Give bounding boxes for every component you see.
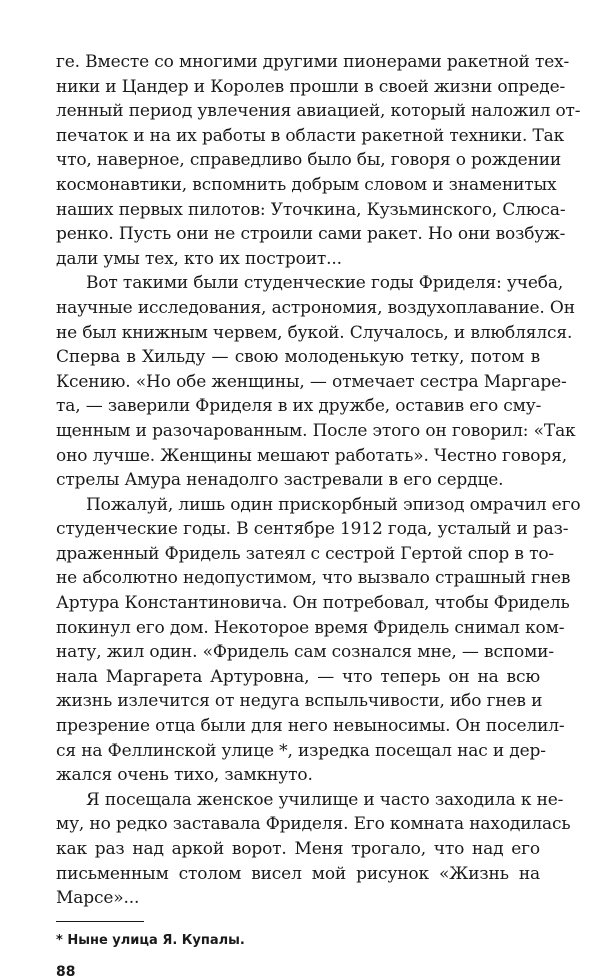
text-line: жался очень тихо, замкнуто.	[56, 765, 313, 786]
paragraph-2	[56, 271, 576, 492]
text-line: та, — заверили Фриделя в их дружбе, оставив его сму-	[56, 396, 542, 417]
text-line: научные исследования, астрономия, воздухоплавание. Он	[56, 297, 575, 318]
text-line: Пожалуй, лишь один прискорбный эпизод омрачил его	[86, 494, 581, 515]
text-line: ся на Феллинской улице *, изредка посещал нас и дер-	[56, 740, 546, 761]
page-number: 88	[56, 963, 76, 980]
text-line: щенным и разочарованным. После этого он говорил: «Так	[56, 420, 576, 441]
text-line: Вот такими были студенческие годы Фриделя: учеба,	[86, 273, 564, 294]
text-line: наших первых пилотов: Уточкина, Кузьминского, Слюса-	[56, 199, 566, 220]
text-line: му, но редко заставала Фриделя. Его комната находилась	[56, 814, 571, 835]
footnote-divider	[56, 921, 144, 922]
footnote: * Ныне улица Я. Купалы.	[56, 932, 245, 948]
body-text	[56, 50, 581, 911]
text-line: нату, жил один. «Фридель сам сознался мне, — вспоми-	[56, 642, 554, 663]
text-line: ге. Вместе со многими другими пионерами ракетной тех-	[56, 52, 570, 72]
text-line: презрение отца были для него невыносимы. Он поселил-	[56, 716, 565, 737]
text-line: Я посещала женское училище и часто заходила к не-	[86, 789, 564, 810]
text-line: печаток и на их работы в области ракетной техники. Так	[56, 125, 565, 146]
text-line: Ксению. «Но обе женщины, — отмечает сестра Маргаре-	[56, 371, 567, 392]
text-line: как раз над аркой ворот. Меня трогало, что над его	[56, 839, 540, 859]
text-line: покинул его дом. Некоторое время Фридель снимал ком-	[56, 617, 565, 638]
text-line: не был книжным червем, букой. Случалось, и влюблялся.	[56, 322, 573, 343]
text-line: ники и Цандер и Королев прошли в своей жизни опреде-	[56, 76, 566, 97]
text-line: студенческие годы. В сентябре 1912 года, усталый и раз-	[56, 519, 569, 540]
text-line: стрелы Амура ненадолго застревали в его сердце.	[56, 470, 504, 491]
book-page	[56, 50, 581, 980]
text-line: нала Маргарета Артуровна, — что теперь он на всю	[56, 666, 540, 687]
paragraph-1	[56, 50, 581, 271]
text-line: Марсе»...	[56, 888, 140, 909]
text-line: письменным столом висел мой рисунок «Жизнь на	[56, 863, 540, 884]
text-line: Артура Константиновича. Он потребовал, чтобы Фридель	[56, 593, 570, 614]
text-line: Сперва в Хильду — свою молоденькую тетку, потом в	[56, 347, 540, 368]
paragraph-4	[56, 788, 571, 911]
text-line: ленный период увлечения авиацией, который наложил от-	[56, 101, 581, 122]
text-line: что, наверное, справедливо было бы, говоря о рождении	[56, 150, 562, 171]
text-line: не абсолютно недопустимом, что вызвало страшный гнев	[56, 568, 571, 589]
paragraph-3	[56, 493, 581, 788]
text-line: оно лучше. Женщины мешают работать». Честно говоря,	[56, 445, 567, 466]
text-line: драженный Фридель затеял с сестрой Гертой спор в то-	[56, 543, 555, 564]
text-line: космонавтики, вспомнить добрым словом и знаменитых	[56, 174, 557, 195]
text-line: дали умы тех, кто их построит...	[56, 248, 342, 269]
text-line: ренко. Пусть они не строили сами ракет. Но они возбуж-	[56, 224, 566, 245]
text-line: жизнь излечится от недуга вспыльчивости, ибо гнев и	[56, 691, 543, 712]
